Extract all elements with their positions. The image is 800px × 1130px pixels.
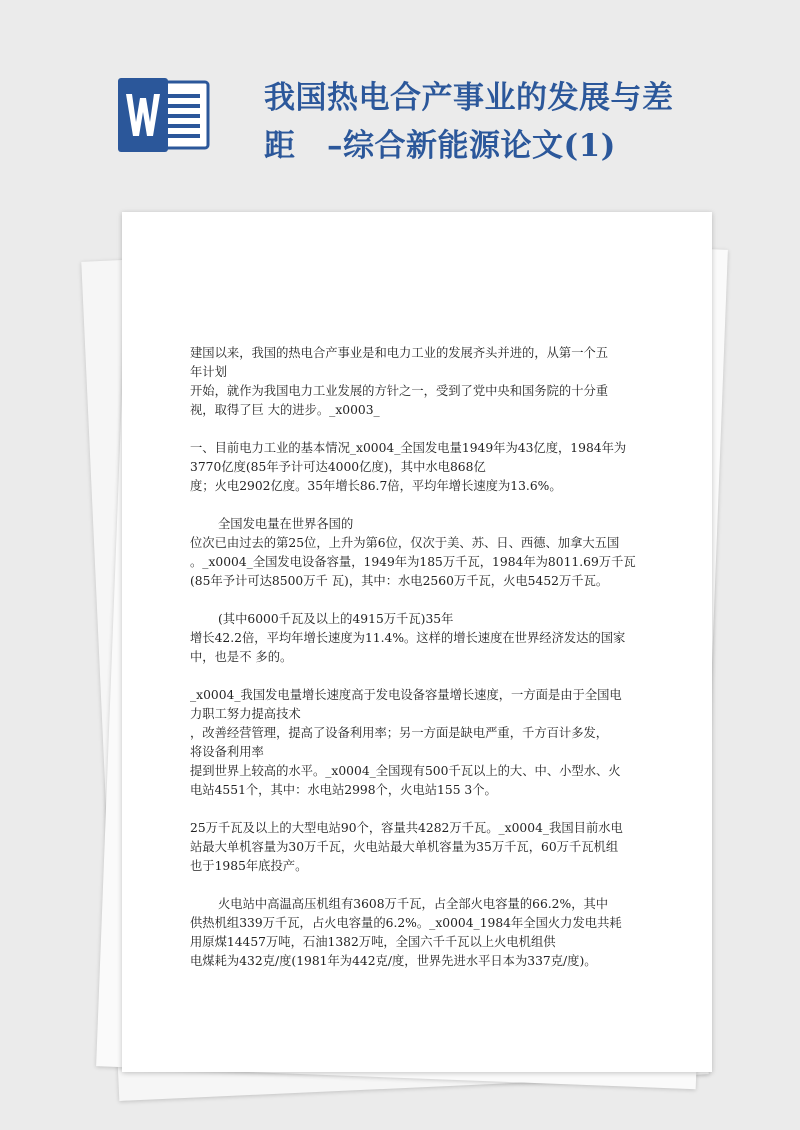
text-line: 建国以来，我国的热电合产事业是和电力工业的发展齐头并进的，从第一个五 — [190, 346, 609, 360]
text-line: 全国发电量在世界各国的 — [218, 517, 354, 531]
paragraph-gap — [190, 800, 650, 819]
paragraph-gap — [190, 420, 650, 439]
text-line: 站最大单机容量为30万千瓦，火电站最大单机容量为35万千瓦，60万千瓦机组 — [190, 840, 619, 854]
text-line: 25万千瓦及以上的大型电站90个，容量共4282万千瓦。_x0004_我国目前水电 — [190, 821, 623, 835]
paragraph-gap — [190, 667, 650, 686]
text-line: 一、目前电力工业的基本情况_x0004_全国发电量1949年为43亿度，1984年为 — [190, 441, 627, 455]
title-line-2: 距 –综合新能源论文(1) — [264, 128, 616, 164]
text-line: (85年予计可达8500万千 瓦)，其中：水电2560万千瓦，火电5452万千瓦。 — [190, 574, 609, 588]
document-title — [264, 74, 764, 170]
text-line: 视，取得了巨 大的进步。_x0003_ — [190, 403, 380, 417]
text-line: 也于1985年底投产。 — [190, 859, 308, 873]
text-line: 中，也是不 多的。 — [190, 650, 293, 664]
text-line: 提到世界上较高的水平。_x0004_全国现有500千瓦以上的大、中、小型水、火 — [190, 764, 621, 778]
text-line: 力职工努力提高技术 — [190, 707, 301, 721]
paragraph-gap — [190, 496, 650, 515]
text-line: 将设备利用率 — [190, 745, 264, 759]
text-line: 3770亿度(85年予计可达4000亿度)，其中水电868亿 — [190, 460, 486, 474]
title-line-1: 我国热电合产事业的发展与差 — [264, 80, 674, 116]
text-line: 电煤耗为432克/度(1981年为442克/度，世界先进水平日本为337克/度)。 — [190, 954, 597, 968]
text-line: 。_x0004_全国发电设备容量，1949年为185万千瓦，1984年为8011.69万千瓦 — [190, 555, 636, 569]
document-body — [190, 344, 650, 971]
text-line: _x0004_我国发电量增长速度高于发电设备容量增长速度，一方面是由于全国电 — [190, 688, 622, 702]
paragraph-gap — [190, 591, 650, 610]
text-line: 开始，就作为我国电力工业发展的方针之一，受到了党中央和国务院的十分重 — [190, 384, 609, 398]
text-line: 用原煤14457万吨，石油1382万吨，全国六千千瓦以上火电机组供 — [190, 935, 556, 949]
text-line: 火电站中高温高压机组有3608万千瓦，占全部火电容量的66.2%，其中 — [218, 897, 609, 911]
text-line: 电站4551个，其中：水电站2998个，火电站155 3个。 — [190, 783, 497, 797]
text-line: 年计划 — [190, 365, 227, 379]
word-document-icon — [118, 78, 210, 152]
text-line: ，改善经营管理，提高了设备利用率；另一方面是缺电严重，千方百计多发， — [190, 726, 609, 740]
text-line: 供热机组339万千瓦，占火电容量的6.2%。_x0004_1984年全国火力发电共耗 — [190, 916, 622, 930]
text-line: 度；火电2902亿度。35年增长86.7倍，平均年增长速度为13.6%。 — [190, 479, 562, 493]
text-line: 增长42.2倍，平均年增长速度为11.4%。这样的增长速度在世界经济发达的国家 — [190, 631, 626, 645]
text-line: (其中6000千瓦及以上的4915万千瓦)35年 — [218, 612, 454, 626]
paragraph-gap — [190, 876, 650, 895]
text-line: 位次已由过去的第25位，上升为第6位，仅次于美、苏、日、西德、加拿大五国 — [190, 536, 620, 550]
